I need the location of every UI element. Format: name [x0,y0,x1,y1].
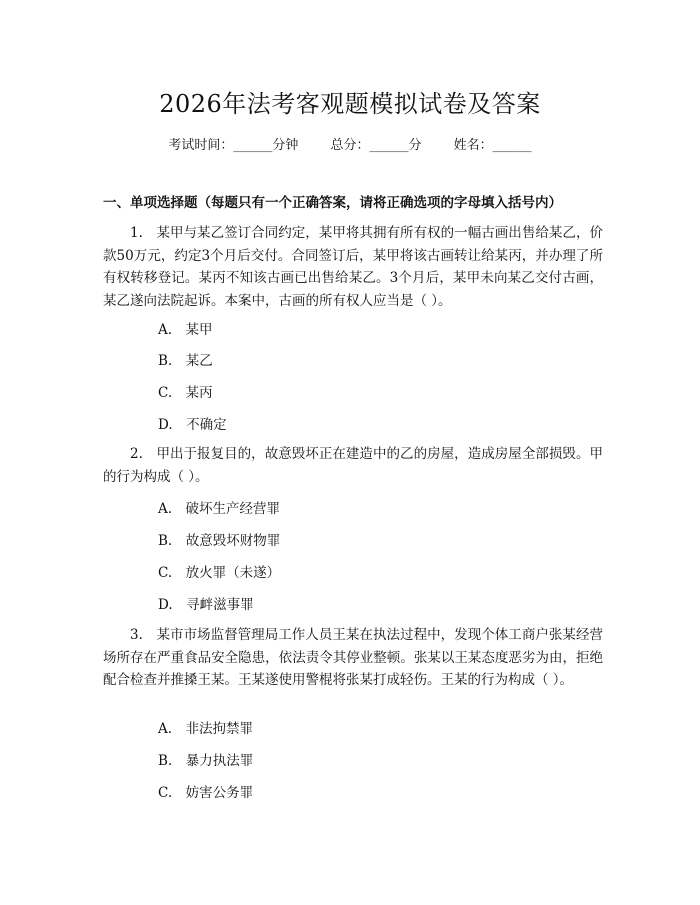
exam-name-field: 姓名：______ [453,138,532,153]
exam-time-field: 考试时间：______分钟 [168,138,299,153]
question-3-text: 3. 某市市场监督管理局工作人员王某在执法过程中，发现个体工商户张某经营场所存在严重食品安全隐患，依法责令其停业整顿。张某以王某态度恶劣为由，拒绝配合检查并推搡王某。王某遂使用警棍将张某打成轻伤。王某的行为构成（ ）。 [103,627,603,688]
question-1-option-c: C. 某丙 [158,385,213,401]
question-1-option-a: A. 某甲 [158,322,213,338]
question-2-option-c: C. 放火罪（未遂） [158,565,281,581]
question-2-option-a: A. 破坏生产经营罪 [158,501,281,517]
question-3-option-b: B. 暴力执法罪 [158,753,254,769]
section-heading: 一、单项选择题（每题只有一个正确答案，请将正确选项的字母填入括号内） [103,195,562,211]
question-3-option-a: A. 非法拘禁罪 [158,721,254,737]
exam-title: 2026年法考客观题模拟试卷及答案 [159,90,541,118]
question-1-option-b: B. 某乙 [158,353,213,369]
question-1-text: 1. 某甲与某乙签订合同约定，某甲将其拥有所有权的一幅古画出售给某乙，价款50万元，约定3个月后交付。合同签订后，某甲将该古画转让给某丙，并办理了所有权转移登记。某丙不知该古画已出售给某乙。3个月后，某甲未向某乙交付古画，某乙遂向法院起诉。本案中，古画的所有权人应当是（ ）。 [103,225,603,309]
exam-score-field: 总分：______分 [330,138,422,153]
question-2-text: 2. 甲出于报复目的，故意毁坏正在建造中的乙的房屋，造成房屋全部损毁。甲的行为构成（ ）。 [103,446,603,485]
question-2-option-d: D. 寻衅滋事罪 [158,597,254,613]
question-3-option-c: C. 妨害公务罪 [158,785,254,801]
exam-meta [0,134,700,153]
question-2-option-b: B. 故意毁坏财物罪 [158,533,281,549]
question-1-option-d: D. 不确定 [158,417,227,433]
